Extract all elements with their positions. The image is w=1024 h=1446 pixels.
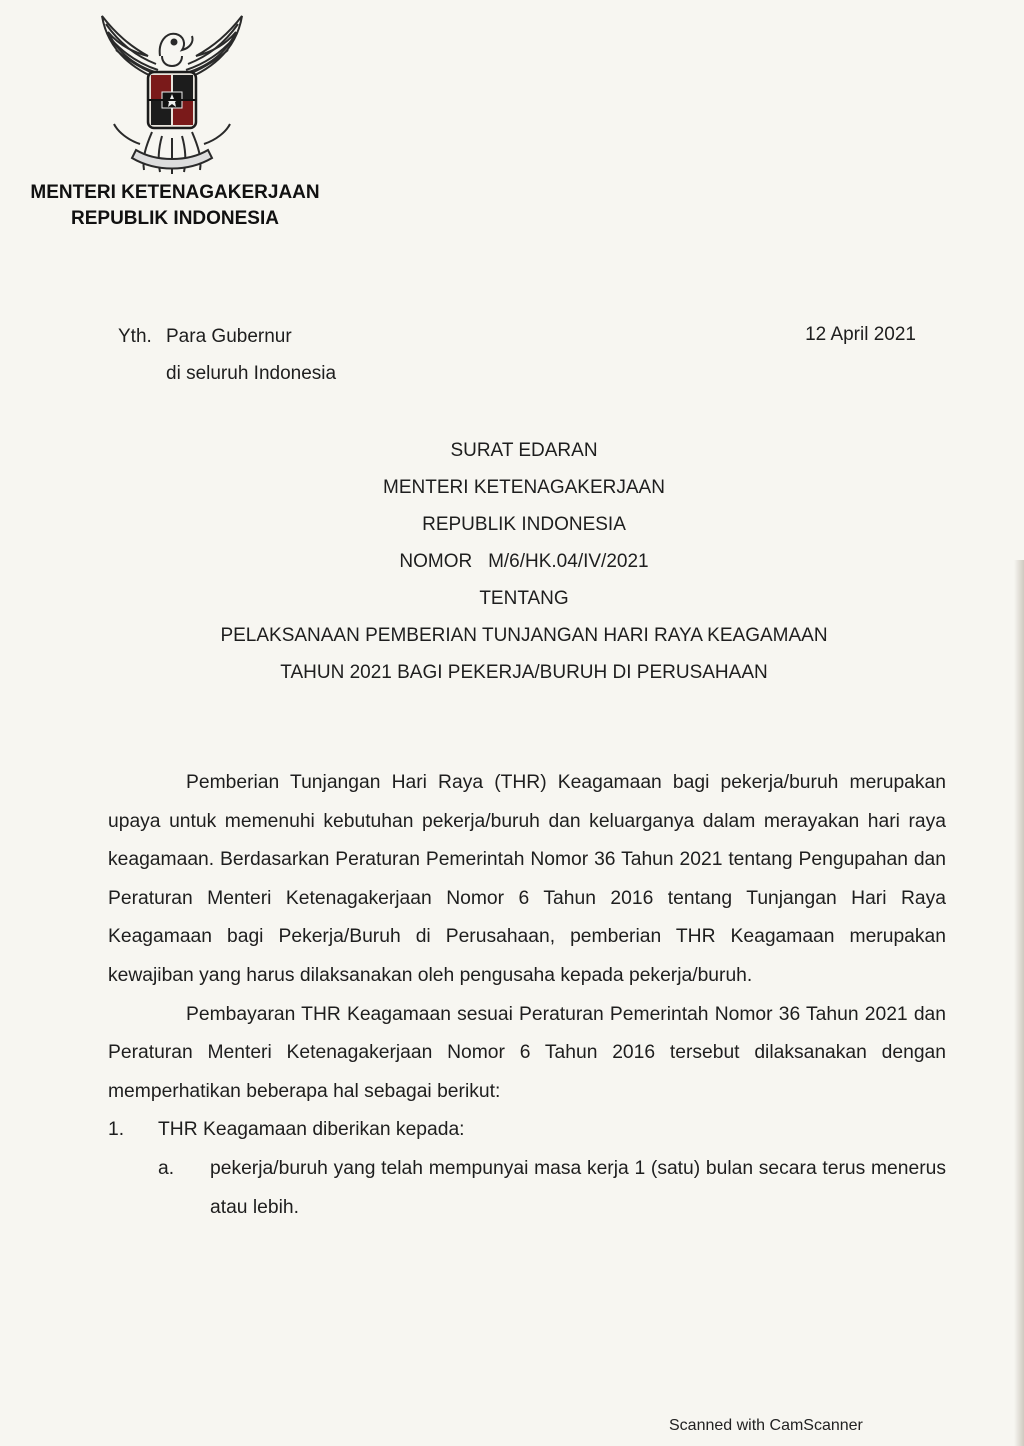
- paragraph-1: Pemberian Tunjangan Hari Raya (THR) Keagamaan bagi pekerja/buruh merupakan upaya untuk memenuhi kebutuhan pekerja/buruh dan keluarganya dalam merayakan hari raya keagamaan. Berdasarkan Peraturan Pemerintah Nomor 36 Tahun 2021 tentang Pengupahan dan Peraturan Menteri Ketenagakerjaan Nomor 6 Tahun 2016 tentang Tunjangan Hari Raya Keagamaan bagi Pekerja/Buruh di Perusahaan, pemberian THR Keagamaan merupakan kewajiban yang harus dilaksanakan oleh pengusaha kepada pekerja/buruh.: [108, 772, 946, 986]
- list-item-1a-text: pekerja/buruh yang telah mempunyai masa kerja 1 (satu) bulan secara terus menerus atau lebih.: [210, 1157, 946, 1218]
- scanner-watermark: Scanned with CamScanner: [669, 1417, 863, 1434]
- heading-type: SURAT EDARAN: [450, 440, 598, 461]
- number-value: M/6/HK.04/IV/2021: [488, 551, 649, 572]
- list-item-1-number: 1.: [108, 1119, 125, 1141]
- number-label: NOMOR: [399, 551, 473, 572]
- country-name: REPUBLIK INDONESIA: [71, 208, 279, 229]
- heading-ministry: MENTERI KETENAGAKERJAAN: [383, 477, 665, 498]
- list-item-1a: [108, 1150, 946, 1227]
- heading-country: REPUBLIK INDONESIA: [422, 514, 626, 535]
- list-item-1: [108, 1111, 946, 1150]
- letter-date: 12 April 2021: [805, 324, 916, 345]
- list-item-1-text: THR Keagamaan diberikan kepada:: [158, 1119, 465, 1141]
- page-edge-shadow: [1014, 560, 1024, 1446]
- heading-subject-1: PELAKSANAAN PEMBERIAN TUNJANGAN HARI RAYA KEAGAMAAN: [220, 625, 828, 646]
- ministry-name: MENTERI KETENAGAKERJAAN: [30, 182, 320, 203]
- recipient: Para Gubernur: [166, 326, 292, 347]
- paragraph-2: Pembayaran THR Keagamaan sesuai Peraturan Pemerintah Nomor 36 Tahun 2021 dan Peraturan Menteri Ketenagakerjaan Nomor 6 Tahun 2016 tersebut dilaksanakan dengan memperhatikan beberapa hal sebagai berikut:: [108, 1003, 946, 1102]
- document-heading: [100, 432, 948, 691]
- heading-number: [100, 543, 948, 580]
- document-body: [108, 764, 946, 1227]
- heading-tentang: TENTANG: [479, 588, 569, 609]
- garuda-emblem-icon: [96, 12, 248, 178]
- ministry-header: [10, 180, 340, 232]
- list-item-1a-letter: a.: [158, 1157, 175, 1179]
- recipient-location: di seluruh Indonesia: [166, 363, 337, 384]
- salutation-prefix: Yth.: [118, 326, 152, 347]
- heading-subject-2: TAHUN 2021 BAGI PEKERJA/BURUH DI PERUSAHAAN: [280, 662, 768, 683]
